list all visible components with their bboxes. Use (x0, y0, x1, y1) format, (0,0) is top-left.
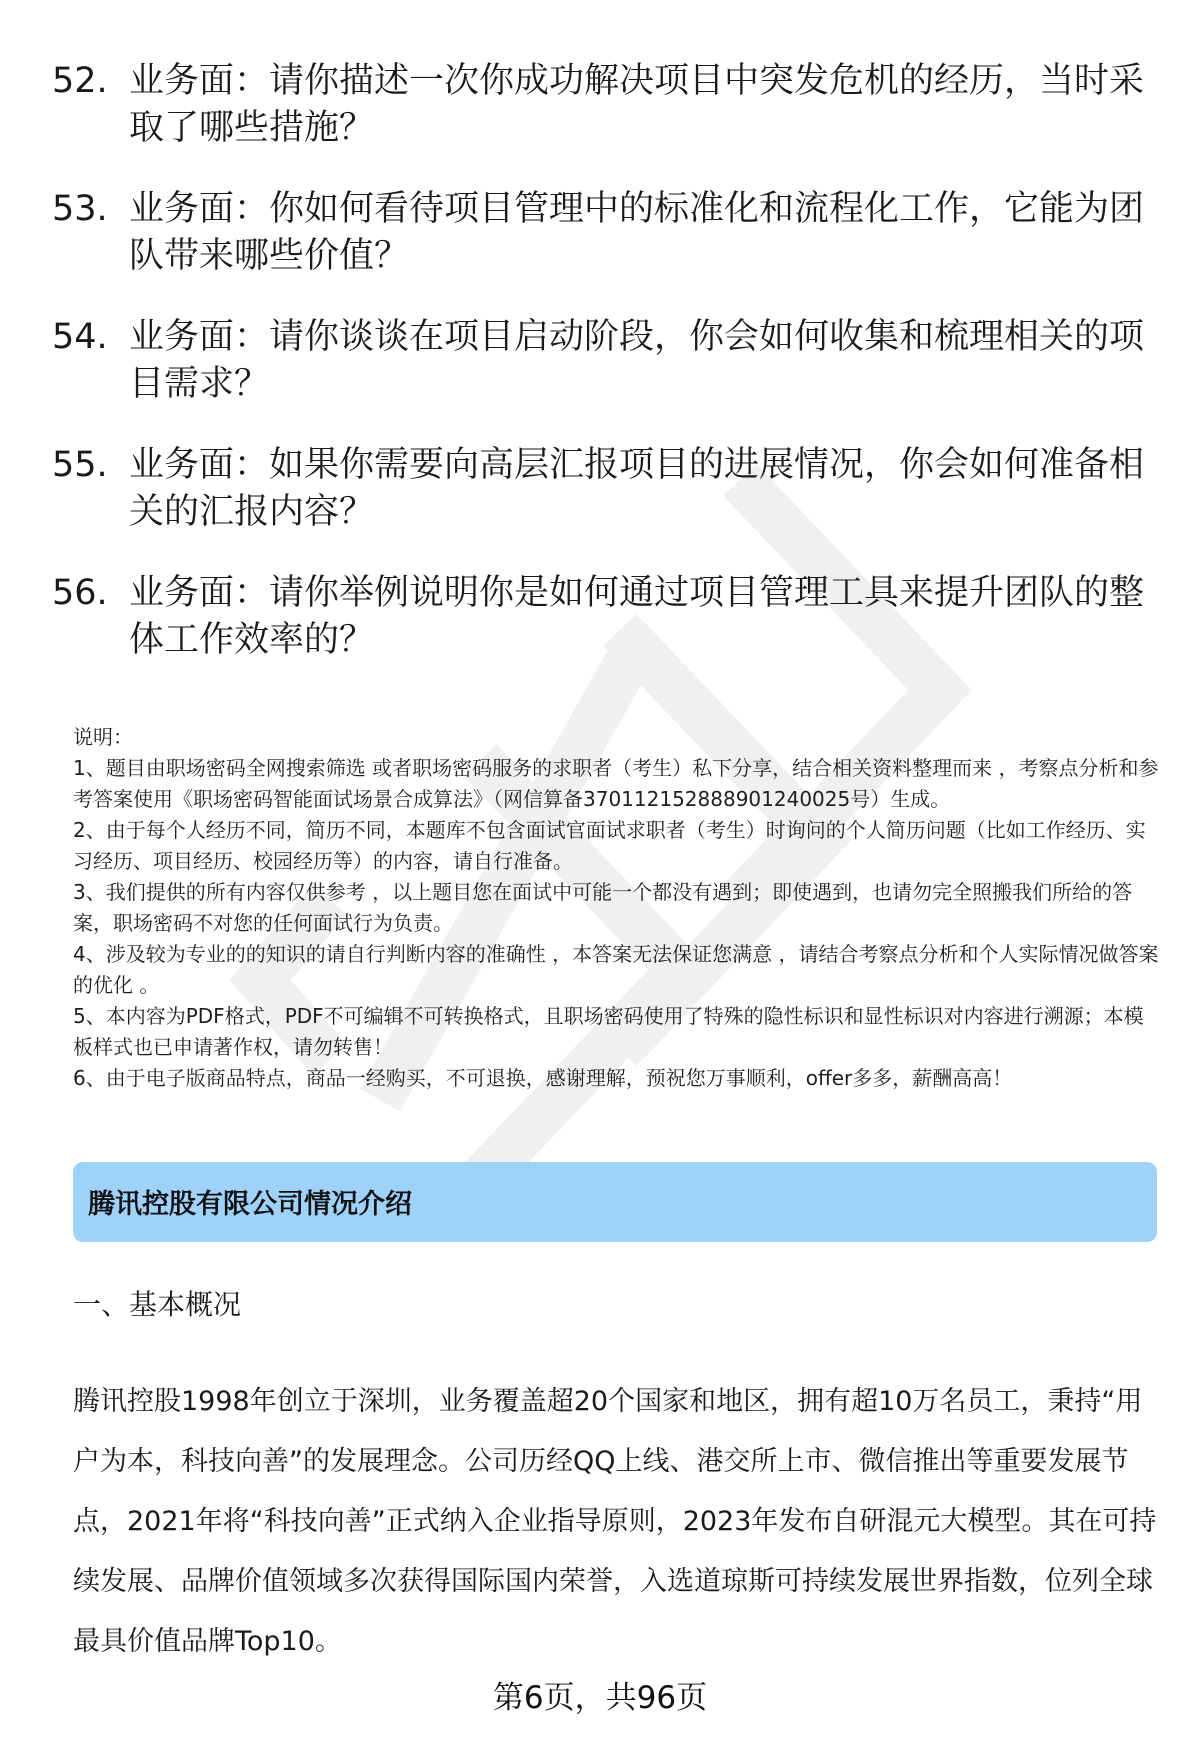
page-indicator: 第6页，共96页 (492, 1680, 708, 1716)
disclaimer-notes (73, 722, 1163, 1094)
note-item: 1、题目由职场密码全网搜索筛选 或者职场密码服务的求职者（考生）私下分享，结合相关资料整理而来 ，考察点分析和参考答案使用《职场密码智能面试场景合成算法》（网信算备370112152888901240025号）生成。 (73, 756, 1159, 811)
section-banner (73, 1162, 1157, 1242)
question-number: 56. (52, 573, 108, 613)
question-item (52, 314, 1162, 408)
question-number: 52. (52, 61, 108, 101)
note-item: 2、由于每个人经历不同，简历不同，本题库不包含面试官面试求职者（考生）时询问的个人简历问题（比如工作经历、实习经历、项目经历、校园经历等）的内容，请自行准备。 (73, 818, 1146, 873)
question-item (52, 58, 1162, 152)
question-text: 业务面：如果你需要向高层汇报项目的进展情况，你会如何准备相关的汇报内容？ (129, 445, 1145, 532)
section-subheading: 一、基本概况 (73, 1288, 242, 1321)
question-item (52, 186, 1162, 280)
note-item: 3、我们提供的所有内容仅供参考 ，以上题目您在面试中可能一个都没有遇到；即使遇到，也请勿完全照搬我们所给的答案，职场密码不对您的任何面试行为负责。 (73, 880, 1133, 935)
question-text: 业务面：请你描述一次你成功解决项目中突发危机的经历，当时采取了哪些措施？ (129, 61, 1145, 148)
question-number: 55. (52, 445, 108, 485)
question-text: 业务面：请你谈谈在项目启动阶段，你会如何收集和梳理相关的项目需求？ (129, 317, 1145, 404)
question-number: 53. (52, 189, 108, 229)
section-banner-title: 腾讯控股有限公司情况介绍 (88, 1189, 412, 1220)
question-item (52, 570, 1162, 664)
question-text: 业务面：你如何看待项目管理中的标准化和流程化工作，它能为团队带来哪些价值？ (129, 189, 1145, 276)
notes-title: 说明： (73, 725, 133, 749)
note-item: 4、涉及较为专业的的知识的请自行判断内容的准确性 ，本答案无法保证您满意 ，请结合考察点分析和个人实际情况做答案的优化 。 (73, 942, 1159, 997)
note-item: 5、本内容为PDF格式，PDF不可编辑不可转换格式，且职场密码使用了特殊的隐性标识和显性标识对内容进行溯源；本模板样式也已申请著作权，请勿转售！ (73, 1004, 1144, 1059)
company-overview-paragraph: 腾讯控股1998年创立于深圳，业务覆盖超20个国家和地区，拥有超10万名员工，秉持“用户为本，科技向善”的发展理念。公司历经QQ上线、港交所上市、微信推出等重要发展节点，2021年将“科技向善”正式纳入企业指导原则，2023年发布自研混元大模型。其在可持续发展、品牌价值领域多次获得国际国内荣誉，入选道琼斯可持续发展世界指数，位列全球最具价值品牌Top10。 (73, 1386, 1157, 1657)
question-number: 54. (52, 317, 108, 357)
question-text: 业务面：请你举例说明你是如何通过项目管理工具来提升团队的整体工作效率的？ (129, 573, 1145, 660)
question-item (52, 442, 1162, 536)
question-list (52, 58, 1162, 698)
note-item: 6、由于电子版商品特点，商品一经购买，不可退换，感谢理解，预祝您万事顺利，offer多多，薪酬高高！ (73, 1066, 1013, 1090)
